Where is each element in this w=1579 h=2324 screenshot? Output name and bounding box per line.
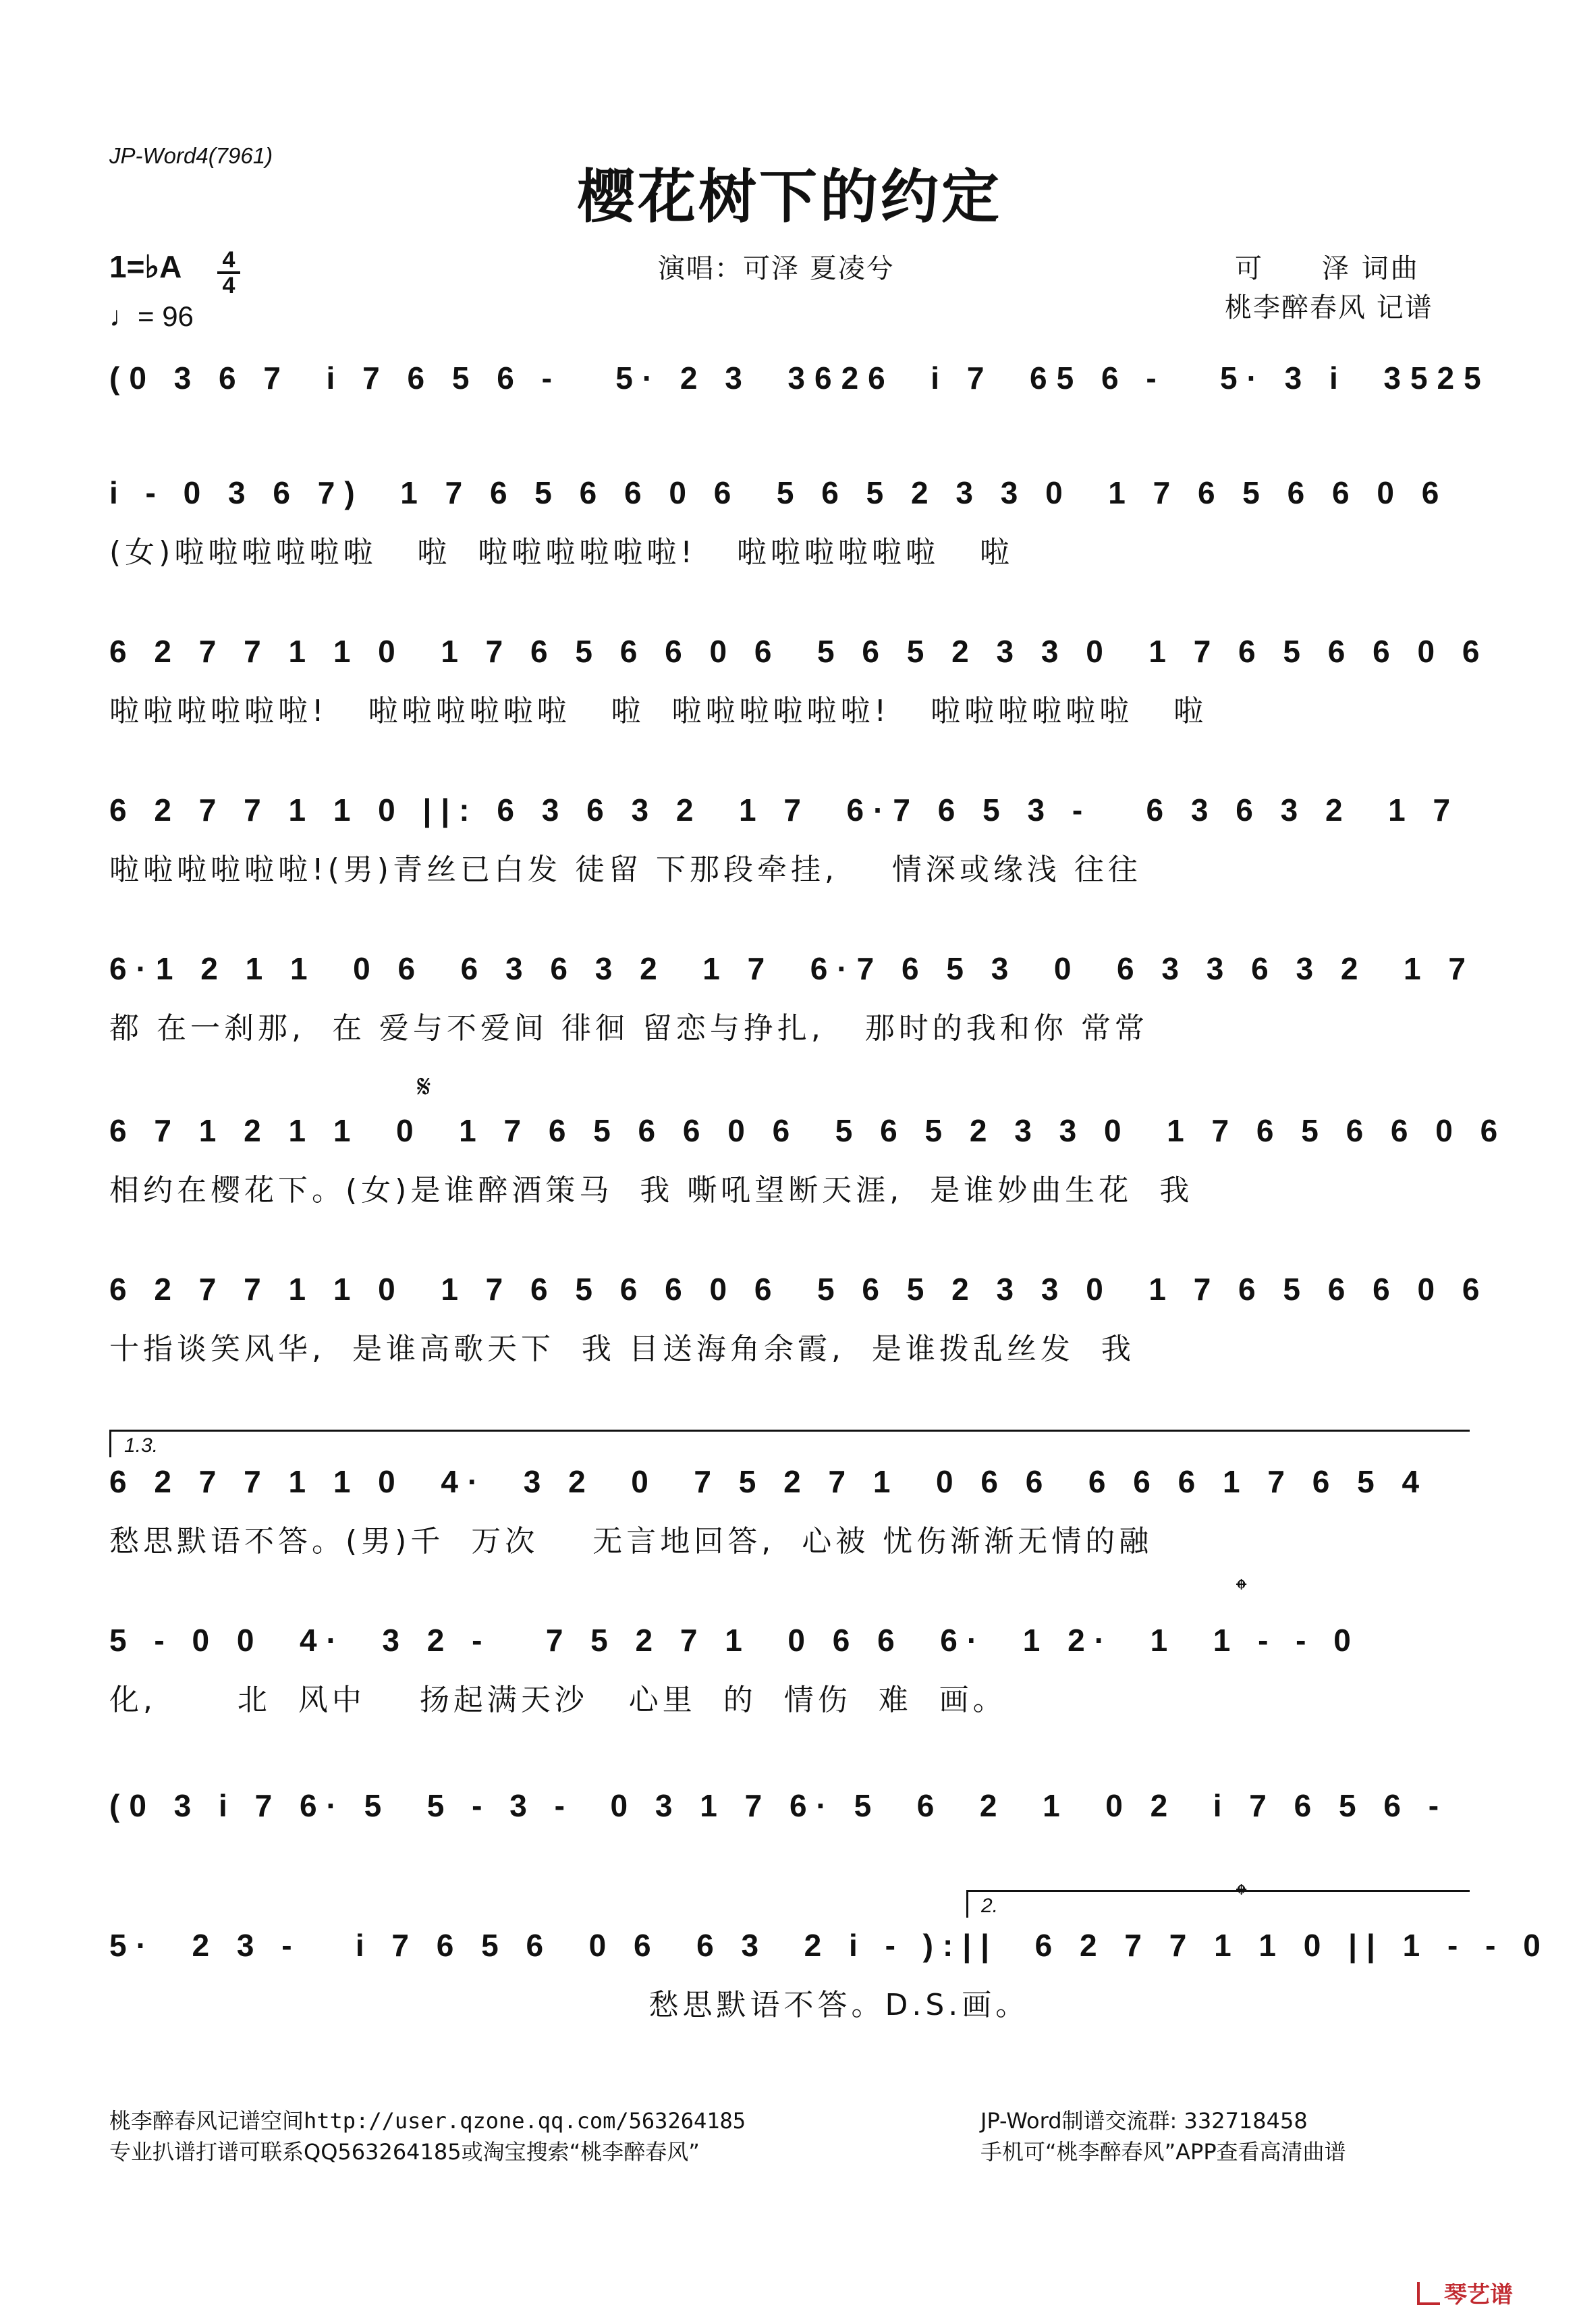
key-signature: 1=♭A bbox=[109, 249, 182, 284]
volta-label-1: 1.3. bbox=[124, 1434, 159, 1457]
footer-qzone-link: 桃李醉春风记谱空间http://user.qzone.qq.com/563264185 bbox=[109, 2108, 746, 2134]
song-title: 樱花树下的约定 bbox=[577, 163, 1002, 231]
lyric-line: (女)啦啦啦啦啦啦 啦 啦啦啦啦啦啦! 啦啦啦啦啦啦 啦 bbox=[109, 535, 1014, 570]
lyric-line: 十指谈笑风华, 是谁高歌天下 我 目送海角余霞, 是谁拨乱丝发 我 bbox=[109, 1332, 1135, 1366]
footer-contact-note: 专业扒谱打谱可联系QQ563264185或淘宝搜索“桃李醉春风” bbox=[109, 2139, 700, 2165]
lyric-line: 啦啦啦啦啦啦!(男)青丝已白发 徒留 下那段牵挂, 情深或缘浅 往往 bbox=[109, 853, 1142, 887]
logo-text: 琴艺谱 bbox=[1444, 2281, 1513, 2308]
time-signature-top: 4 bbox=[222, 247, 236, 273]
notation-line: (0 3 6 7 i 7 6 5 6 - 5· 2 3 3626 i 7 65 6 - 5· 3 i 3525 bbox=[109, 360, 1491, 396]
notation-line: 5 - 0 0 4· 3 2 - 7 5 2 7 1 0 6 6 6· 1 2· 1 1 - - 0 bbox=[109, 1623, 1360, 1658]
lyric-line: 愁思默语不答。(男)千 万次 无言地回答, 心被 忧伤渐渐无情的融 bbox=[109, 1524, 1153, 1559]
lyric-line: 啦啦啦啦啦啦! 啦啦啦啦啦啦 啦 啦啦啦啦啦啦! 啦啦啦啦啦啦 啦 bbox=[109, 694, 1208, 728]
segno-sign: 𝄋 bbox=[417, 1068, 431, 1106]
transcriber-credit: 桃李醉春风 记谱 bbox=[1225, 292, 1433, 323]
notation-line: 6 7 1 2 1 1 0 1 7 6 5 6 6 0 6 5 6 5 2 3 3 0 1 7 6 5 6 6 0 6 bbox=[109, 1113, 1507, 1148]
notation-line: 6 2 7 7 1 1 0 4· 3 2 0 7 5 2 7 1 0 6 6 6 6 6 1 7 6 5 4 bbox=[109, 1464, 1429, 1499]
time-signature-bottom: 4 bbox=[222, 273, 236, 298]
singers-credit: 演唱：可泽 夏凌兮 bbox=[658, 253, 895, 284]
time-signature bbox=[217, 247, 240, 298]
coda-sign-2: 𝄌 bbox=[1236, 1878, 1247, 1912]
notation-line: 6 2 7 7 1 1 0 1 7 6 5 6 6 0 6 5 6 5 2 3 3 0 1 7 6 5 6 6 0 6 bbox=[109, 1272, 1489, 1307]
lyric-line: 愁思默语不答。D.S.画。 bbox=[109, 1988, 1030, 2022]
notation-line: i - 0 3 6 7) 1 7 6 5 6 6 0 6 5 6 5 2 3 3 0 1 7 6 5 6 6 0 6 bbox=[109, 475, 1449, 510]
volta-bracket-2 bbox=[966, 1890, 1470, 1917]
lyric-line: 都 在一刹那, 在 爱与不爱间 徘徊 留恋与挣扎, 那时的我和你 常常 bbox=[109, 1011, 1148, 1046]
notation-line: 5· 2 3 - i 7 6 5 6 0 6 6 3 2 i - ):|| 6 2 7 7 1 1 0 || 1 - - 0 bbox=[109, 1928, 1550, 1963]
coda-sign: 𝄌 bbox=[1236, 1573, 1247, 1607]
notation-line: 6 2 7 7 1 1 0 1 7 6 5 6 6 0 6 5 6 5 2 3 3 0 1 7 6 5 6 6 0 6 bbox=[109, 634, 1489, 669]
composer-credit: 可 泽 词曲 bbox=[1235, 253, 1420, 284]
logo-mark-icon bbox=[1417, 2282, 1440, 2305]
software-label: JP-Word4(7961) bbox=[109, 143, 273, 168]
footer-app-note: 手机可“桃李醉春风”APP查看高清曲谱 bbox=[980, 2139, 1346, 2165]
notation-line: 6 2 7 7 1 1 0 ||: 6 3 6 3 2 1 7 6·7 6 5 3 - 6 3 6 3 2 1 7 bbox=[109, 792, 1460, 828]
volta-label-2: 2. bbox=[981, 1895, 999, 1917]
volta-bracket-1 bbox=[109, 1430, 1470, 1457]
notation-line: 6·1 2 1 1 0 6 6 3 6 3 2 1 7 6·7 6 5 3 0 6 3 3 6 3 2 1 7 bbox=[109, 951, 1475, 986]
lyric-line: 化, 北 风中 扬起满天沙 心里 的 情伤 难 画。 bbox=[109, 1683, 1007, 1717]
site-logo bbox=[1417, 2276, 1513, 2309]
footer-group-number: JP-Word制谱交流群: 332718458 bbox=[980, 2108, 1308, 2134]
tempo-marking: ♩= 96 bbox=[109, 300, 194, 332]
lyric-line: 相约在樱花下。(女)是谁醉酒策马 我 嘶吼望断天涯, 是谁妙曲生花 我 bbox=[109, 1173, 1194, 1208]
notation-line: (0 3 i 7 6· 5 5 - 3 - 0 3 1 7 6· 5 6 2 1 0 2 i 7 6 5 6 - bbox=[109, 1788, 1449, 1823]
